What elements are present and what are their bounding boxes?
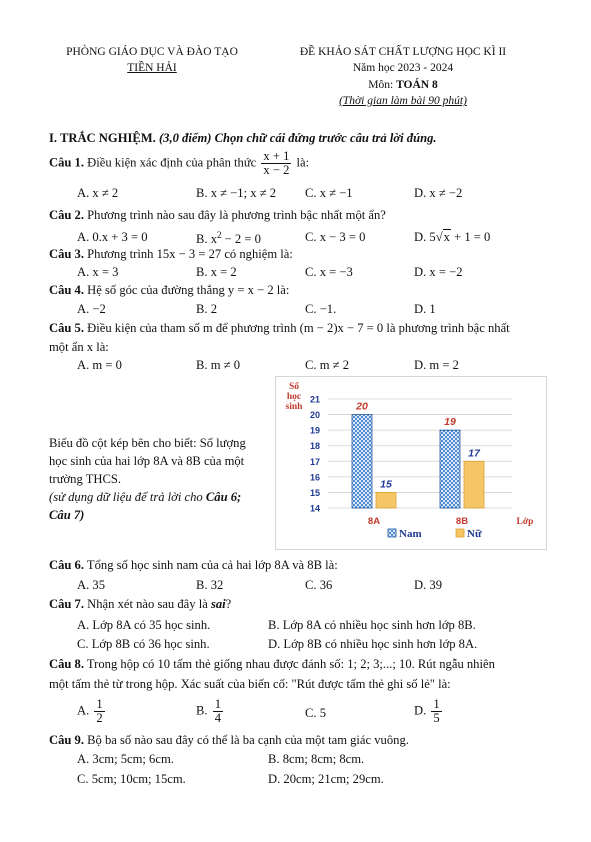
fraction-numerator: 1	[433, 697, 440, 711]
option-b[interactable]	[196, 698, 225, 725]
legend-label: Nữ	[467, 528, 482, 540]
option-a[interactable]: A. −2	[77, 302, 106, 316]
question-7	[49, 597, 231, 612]
option-a[interactable]: A. Lớp 8A có 35 học sinh.	[77, 618, 211, 632]
option-letter: A.	[77, 703, 90, 718]
legend-swatch	[456, 529, 464, 537]
chart-canvas	[276, 377, 546, 549]
option-letter: B.	[196, 703, 208, 718]
option-d[interactable]: D. Lớp 8B có nhiều học sinh hơn lớp 8A.	[268, 637, 478, 651]
y-tick-label: 16	[309, 472, 320, 483]
x-tick-label: 8B	[455, 516, 469, 527]
question-label: Câu 3.	[49, 247, 84, 261]
legend-swatch	[388, 529, 396, 537]
fraction-denominator: 5	[433, 711, 440, 726]
time-limit: (Thời gian làm bài 90 phút)	[339, 95, 467, 107]
question-text: Bộ ba số nào sau đây có thể là ba cạnh của một tam giác vuông.	[84, 733, 409, 747]
question-text: Hệ số góc của đường thẳng y = x − 2 là:	[84, 283, 290, 297]
option-c[interactable]: C. 5	[305, 706, 326, 720]
option-d[interactable]: D. 20cm; 21cm; 29cm.	[268, 772, 384, 786]
option-b[interactable]: B. 32	[196, 578, 224, 592]
legend-label: Nam	[399, 528, 422, 540]
question-label: Câu 2.	[49, 208, 84, 222]
option-d[interactable]: D. 1	[414, 302, 436, 316]
y-tick-label: 20	[309, 410, 320, 421]
subject-value: TOÁN 8	[396, 79, 438, 91]
data-label: 17	[468, 447, 480, 460]
fraction	[213, 698, 223, 725]
question-text: Phương trình 15x − 3 = 27 có nghiệm là:	[84, 247, 293, 261]
bar-chart	[275, 376, 547, 550]
bar-nữ-8b	[464, 461, 484, 508]
fraction-denominator: 4	[214, 711, 222, 726]
option-b[interactable]: B. Lớp 8A có nhiều học sinh hơn lớp 8B.	[268, 618, 476, 632]
question-1	[49, 150, 309, 177]
chart-description-1: Biểu đồ cột kép bên cho biết: Số lượng	[49, 436, 246, 450]
school-year: Năm học 2023 - 2024	[352, 62, 454, 74]
question-5-cont: một ẩn x là:	[49, 340, 109, 354]
option-b[interactable]: B. 2	[196, 302, 217, 316]
question-9	[49, 733, 409, 748]
option-c[interactable]: C. x ≠ −1	[305, 186, 353, 200]
sqrt-symbol: √	[435, 230, 443, 244]
chart-note: (sử dụng dữ liệu để trả lời cho	[49, 490, 206, 504]
question-label: Câu 4.	[49, 283, 84, 297]
chart-note-ref: Câu 6;	[205, 490, 242, 504]
option-b-rest: − 2 = 0	[221, 232, 261, 247]
option-d-rest: + 1 = 0	[450, 230, 491, 244]
fraction	[261, 150, 291, 177]
option-letter: D.	[414, 703, 427, 718]
option-a[interactable]: A. m = 0	[77, 358, 122, 372]
y-tick-label: 15	[309, 487, 320, 498]
question-label: Câu 8.	[49, 657, 84, 671]
option-c[interactable]: C. −1.	[305, 302, 337, 316]
fraction-numerator: 1	[96, 697, 103, 711]
fraction	[94, 698, 104, 725]
chart-description-3: trường THCS.	[49, 472, 122, 486]
option-d[interactable]: D. x = −2	[414, 265, 463, 279]
x-tick-label: 8A	[367, 516, 381, 527]
data-label: 19	[444, 416, 456, 429]
fraction	[431, 698, 441, 725]
option-a[interactable]: A. 3cm; 5cm; 6cm.	[77, 752, 174, 766]
question-label: Câu 9.	[49, 733, 84, 747]
option-b[interactable]: B. x = 2	[196, 265, 237, 279]
question-text: Nhận xét nào sau đây là	[84, 597, 211, 611]
x-axis-title: Lớp	[516, 517, 534, 527]
y-tick-label: 14	[309, 503, 320, 514]
option-d[interactable]: D. x ≠ −2	[414, 186, 463, 200]
section-instruction: (3,0 điểm) Chọn chữ cái đứng trước câu trả lời đúng.	[155, 131, 437, 145]
option-d[interactable]	[414, 698, 444, 725]
question-4	[49, 283, 289, 298]
option-a[interactable]: A. 0.x + 3 = 0	[77, 230, 148, 244]
chart-description-2: học sinh của hai lớp 8A và 8B của một	[49, 454, 245, 468]
option-b[interactable]: B. m ≠ 0	[196, 358, 240, 372]
option-b[interactable]: B. 8cm; 8cm; 8cm.	[268, 752, 365, 766]
option-c[interactable]: C. x − 3 = 0	[305, 230, 366, 244]
chart-description-4	[49, 490, 241, 505]
option-d[interactable]	[414, 230, 490, 245]
question-text: Điều kiện của tham số m để phương trình (m − 2)x − 7 = 0 là phương trình bậc nhất	[84, 321, 510, 335]
option-d[interactable]: D. m = 2	[414, 358, 459, 372]
exponent: 2	[217, 230, 222, 240]
question-tail: ?	[225, 597, 232, 611]
bar-nữ-8a	[376, 492, 396, 508]
subject-line	[268, 79, 538, 91]
y-tick-label: 18	[309, 441, 320, 452]
option-c[interactable]: C. x = −3	[305, 265, 353, 279]
subject-label: Môn:	[368, 79, 397, 91]
y-axis-title: sinh	[285, 402, 303, 412]
option-b[interactable]	[196, 230, 261, 247]
y-tick-label: 21	[309, 394, 320, 405]
question-text: Trong hộp có 10 tấm thẻ giống nhau được đánh số: 1; 2; 3;...; 10. Rút ngẫu nhiên	[84, 657, 495, 671]
option-a[interactable]: A. 35	[77, 578, 105, 592]
y-axis-title: Số	[288, 382, 300, 392]
question-text: Điều kiện xác định của phân thức	[84, 155, 257, 170]
option-b[interactable]: B. x ≠ −1; x ≠ 2	[196, 186, 277, 200]
data-label: 20	[356, 400, 368, 413]
fraction-numerator: x + 1	[263, 149, 290, 163]
question-text: Tổng số học sinh nam của cả hai lớp 8A và 8B là:	[84, 558, 338, 572]
option-c[interactable]: C. 36	[305, 578, 333, 592]
option-c[interactable]: C. m ≠ 2	[305, 358, 349, 372]
fraction-numerator: 1	[214, 697, 222, 711]
y-tick-label: 19	[309, 425, 320, 436]
question-label: Câu 5.	[49, 321, 84, 335]
option-b-base: B. x	[196, 232, 217, 247]
question-label: Câu 7.	[49, 597, 84, 611]
sqrt-radicand: x	[443, 230, 450, 244]
question-label: Câu 6.	[49, 558, 84, 572]
option-d-coef: D. 5	[414, 230, 436, 244]
question-5	[49, 321, 510, 336]
question-6	[49, 558, 338, 573]
option-a[interactable]	[77, 698, 107, 725]
option-d[interactable]: D. 39	[414, 578, 442, 592]
bar-nam-8b	[440, 430, 460, 508]
y-tick-label: 17	[309, 456, 320, 467]
exam-title: ĐỀ KHẢO SÁT CHẤT LƯỢNG HỌC KÌ II	[299, 46, 507, 58]
bar-nam-8a	[352, 415, 372, 508]
section-heading: I. TRẮC NGHIỆM.	[49, 131, 156, 145]
option-c[interactable]: C. Lớp 8B có 36 học sinh.	[77, 637, 210, 651]
question-3	[49, 247, 293, 262]
fraction-denominator: 2	[96, 711, 103, 726]
section-title	[49, 131, 437, 146]
question-label: Câu 1.	[49, 155, 84, 170]
chart-description-5: Câu 7)	[49, 508, 85, 522]
fraction-denominator: x − 2	[263, 163, 290, 178]
y-axis-title: học	[286, 392, 302, 402]
department-name: PHÒNG GIÁO DỤC VÀ ĐÀO TẠO	[66, 46, 238, 58]
data-label: 15	[380, 478, 392, 491]
question-text: Phương trình nào sau đây là phương trình bậc nhất một ẩn?	[84, 208, 386, 222]
question-tail: là:	[293, 155, 310, 170]
option-a[interactable]: A. x = 3	[77, 265, 119, 279]
option-a[interactable]: A. x ≠ 2	[77, 186, 119, 200]
option-c[interactable]: C. 5cm; 10cm; 15cm.	[77, 772, 186, 786]
question-emphasis: sai	[210, 597, 226, 611]
question-8	[49, 657, 495, 672]
district-name: TIỀN HẢI	[127, 62, 177, 74]
question-8-cont: một tấm thẻ từ trong hộp. Xác suất của biến cố: "Rút được tấm thẻ ghi số lẻ" là:	[49, 677, 451, 691]
question-2	[49, 208, 386, 223]
